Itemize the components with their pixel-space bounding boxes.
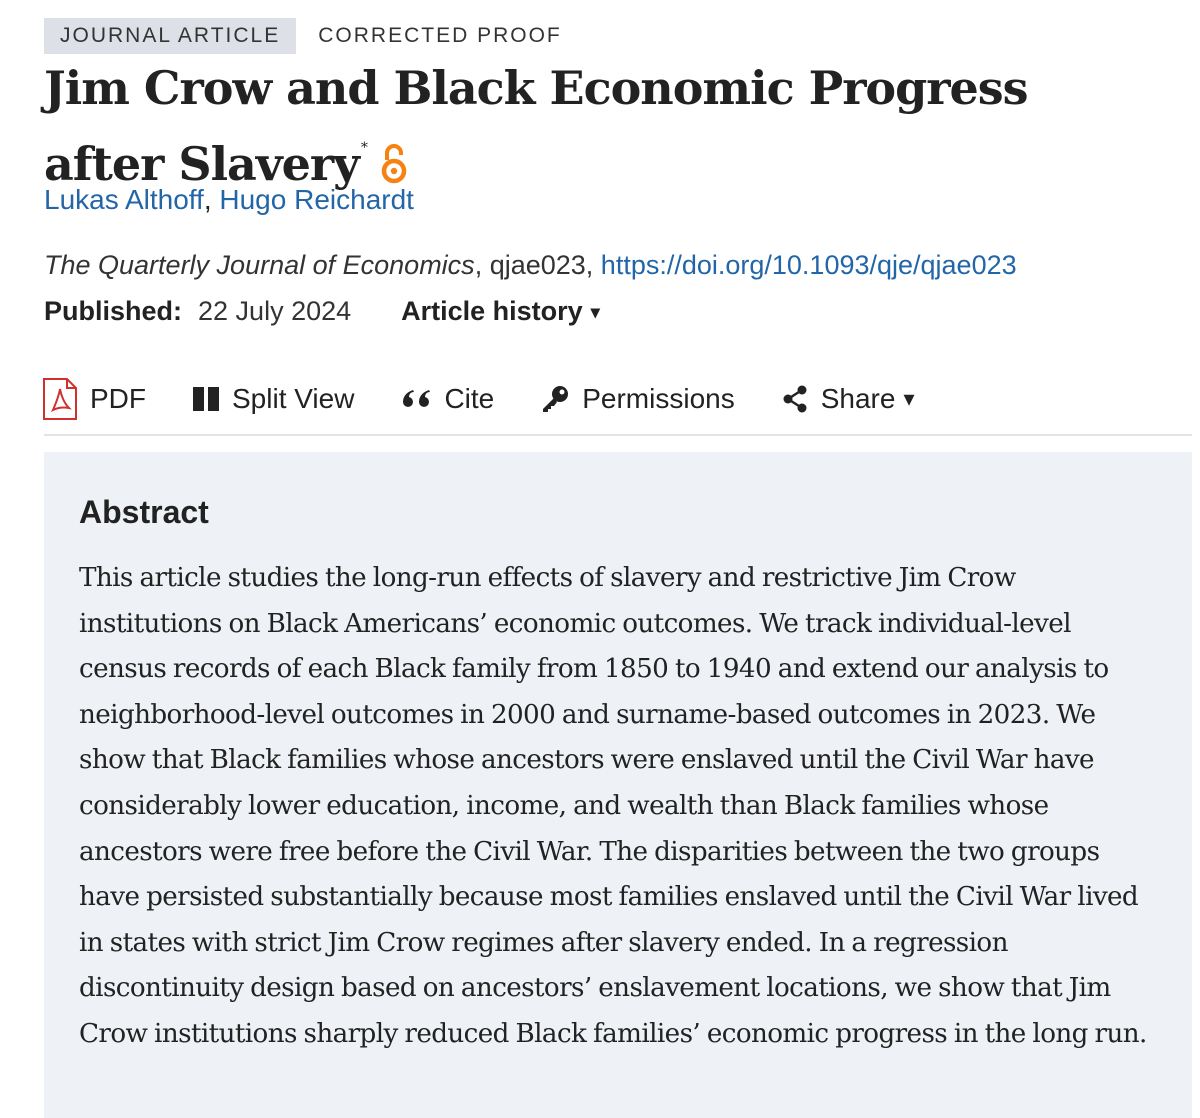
cite-label: Cite <box>444 383 495 414</box>
title-footnote-link[interactable]: * <box>360 140 367 156</box>
article-history-label: Article history <box>401 296 583 326</box>
permissions-label: Permissions <box>582 383 735 414</box>
share-icon <box>781 385 809 413</box>
abstract-heading: Abstract <box>79 494 209 530</box>
toolbar-divider <box>44 434 1192 436</box>
share-button[interactable] <box>781 383 915 415</box>
published-date: 22 July 2024 <box>198 296 352 326</box>
article-type-badge: JOURNAL ARTICLE <box>44 18 296 54</box>
quote-icon <box>400 387 432 411</box>
pdf-button[interactable] <box>42 377 146 421</box>
author-list <box>44 184 414 216</box>
published-label: Published: <box>44 296 183 326</box>
article-id: , qjae023, <box>474 250 601 280</box>
author-link[interactable]: Lukas Althoff <box>44 184 204 215</box>
author-link[interactable]: Hugo Reichardt <box>219 184 414 215</box>
article-history-toggle[interactable] <box>401 296 600 327</box>
article-title <box>44 58 1144 198</box>
citation-line <box>44 250 1017 281</box>
abstract-section <box>44 452 1192 1118</box>
share-label: Share <box>820 383 896 414</box>
split-view-label: Split View <box>232 383 355 414</box>
key-icon <box>540 384 570 414</box>
pdf-label: PDF <box>90 383 146 414</box>
cite-button[interactable] <box>400 383 494 415</box>
permissions-button[interactable] <box>540 383 734 415</box>
split-view-icon <box>192 386 220 412</box>
article-tags <box>44 18 562 54</box>
doi-link[interactable]: https://doi.org/10.1093/qje/qjae023 <box>600 250 1017 280</box>
caret-down-icon: ▾ <box>590 302 600 322</box>
split-view-button[interactable] <box>192 383 354 415</box>
journal-name: The Quarterly Journal of Economics <box>44 250 475 280</box>
author-separator: , <box>203 184 220 215</box>
article-toolbar <box>42 372 914 426</box>
abstract-text: This article studies the long-run effects of slavery and restrictive Jim Crow institutions on Black Americans’ economic outcomes. We track individual-level census records of each Black family from 1850 to 1940 and extend our analysis to neighborhood-level outcomes in 2000 and surname-based outcomes in 2023. We show that Black families whose ancestors were enslaved until the Civil War have considerably lower education, income, and wealth than Black families whose ancestors were free before the Civil War. The disparities between the two groups have persisted substantially because most families enslaved until the Civil War lived in states with strict Jim Crow regimes after slavery ended. In a regression discontinuity design based on ancestors’ enslavement locations, we show that Jim Crow institutions sharply reduced Black families’ economic progress in the long run. <box>79 563 1147 1049</box>
publication-info <box>44 296 600 327</box>
pdf-file-icon <box>42 377 78 421</box>
proof-status-label: CORRECTED PROOF <box>318 24 562 47</box>
article-title-text: Jim Crow and Black Economic Progress after Slavery <box>44 61 1028 191</box>
caret-down-icon: ▾ <box>903 386 915 411</box>
